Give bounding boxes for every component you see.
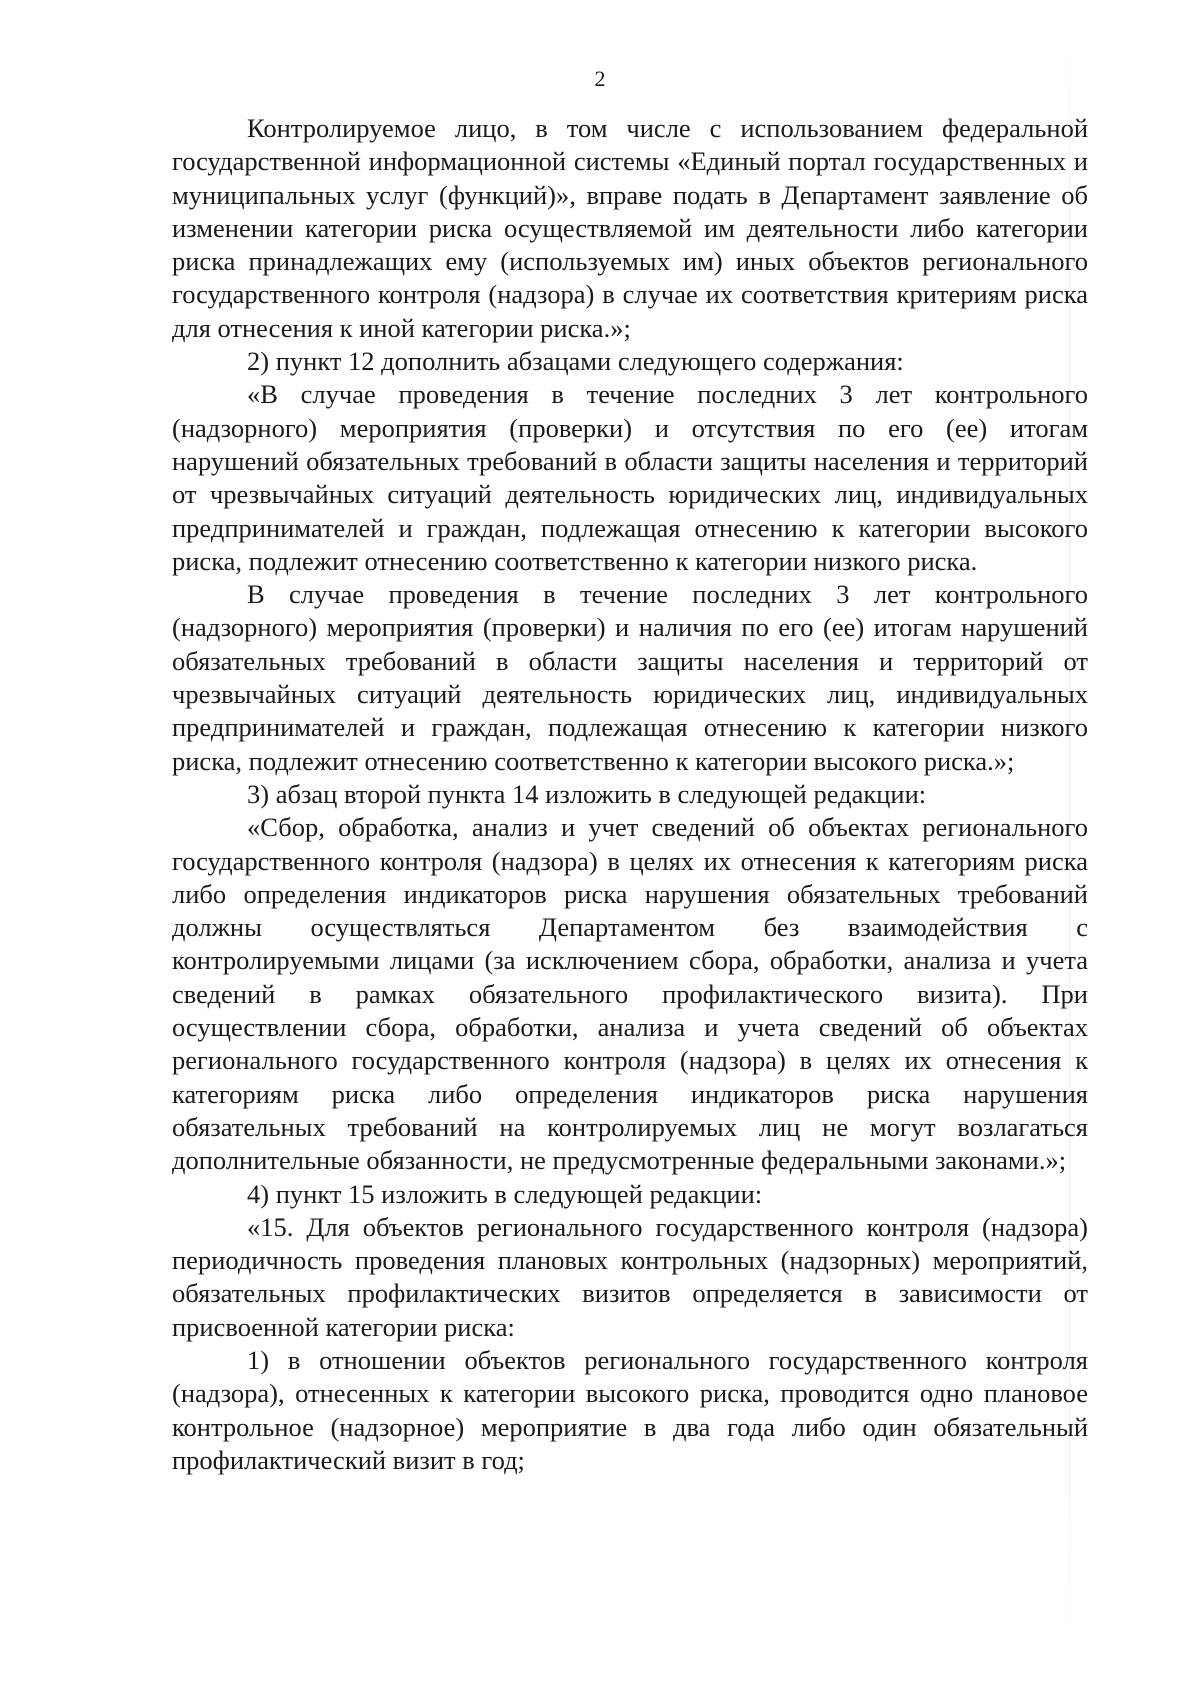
paragraph-point-15-subitem-1: 1) в отношении объектов регионального государственного контроля (надзора), отнесенных к категории высокого риска, проводится одно плановое контрольное (надзорное) мероприятие в два года либо один обязательный профилактический визит в год;	[172, 1344, 1088, 1475]
paragraph-high-risk-transfer: В случае проведения в течение последних 3 лет контрольного (надзорного) мероприятия (проверки) и наличия по его (ее) итогам нарушений обязательных требований в области защиты населения и территорий от чрезвычайных ситуаций деятельность юридических лиц, индивидуальных предпринимателей и граждан, подлежащая отнесению к категории низкого риска, подлежит отнесению соответственно к категории высокого риска.»;	[172, 579, 1088, 776]
paragraph-item-2-heading: 2) пункт 12 дополнить абзацами следующего содержания:	[247, 346, 904, 377]
page-number: 2	[594, 66, 606, 91]
paragraph-data-collection: «Сбор, обработка, анализ и учет сведений об объектах регионального государственного контроля (надзора) в целях их отнесения к категориям риска либо определения индикаторов риска нарушения обязательных требований должны осуществляться Департаментом без взаимодействия с контролируемыми лицами (за исключением сбора, обработки, анализа и учета сведений в рамках обязательного профилактического визита). При осуществлении сбора, обработки, анализа и учета сведений об объектах регионального государственного контроля (надзора) в целях их отнесения к категориям риска либо определения индикаторов риска нарушения обязательных требований на контролируемых лиц не могут возлагаться дополнительные обязанности, не предусмотренные федеральными законами.»;	[172, 812, 1088, 1176]
paragraph-low-risk-transfer: «В случае проведения в течение последних 3 лет контрольного (надзорного) мероприятия (проверки) и отсутствия по его (ее) итогам нарушений обязательных требований в области защиты населения и территорий от чрезвычайных ситуаций деятельность юридических лиц, индивидуальных предпринимателей и граждан, подлежащая отнесению к категории высокого риска, подлежит отнесению соответственно к категории низкого риска.	[172, 379, 1088, 576]
paragraph-item-3-heading: 3) абзац второй пункта 14 изложить в следующей редакции:	[247, 778, 927, 809]
document-body	[172, 112, 1088, 1477]
paragraph-risk-category-application: Контролируемое лицо, в том числе с использованием федеральной государственной информационной системы «Единый портал государственных и муниципальных услуг (функций)», вправе подать в Департамент заявление об изменении категории риска осуществляемой им деятельности либо категории риска принадлежащих ему (используемых им) иных объектов регионального государственного контроля (надзора) в случае их соответствия критериям риска для отнесения к иной категории риска.»;	[172, 113, 1088, 343]
paragraph-point-15-intro: «15. Для объектов регионального государственного контроля (надзора) периодичность проведения плановых контрольных (надзорных) мероприятий, обязательных профилактических визитов определяется в зависимости от присвоенной категории риска:	[172, 1211, 1088, 1342]
paragraph-item-4-heading: 4) пункт 15 изложить в следующей редакции:	[247, 1178, 763, 1209]
